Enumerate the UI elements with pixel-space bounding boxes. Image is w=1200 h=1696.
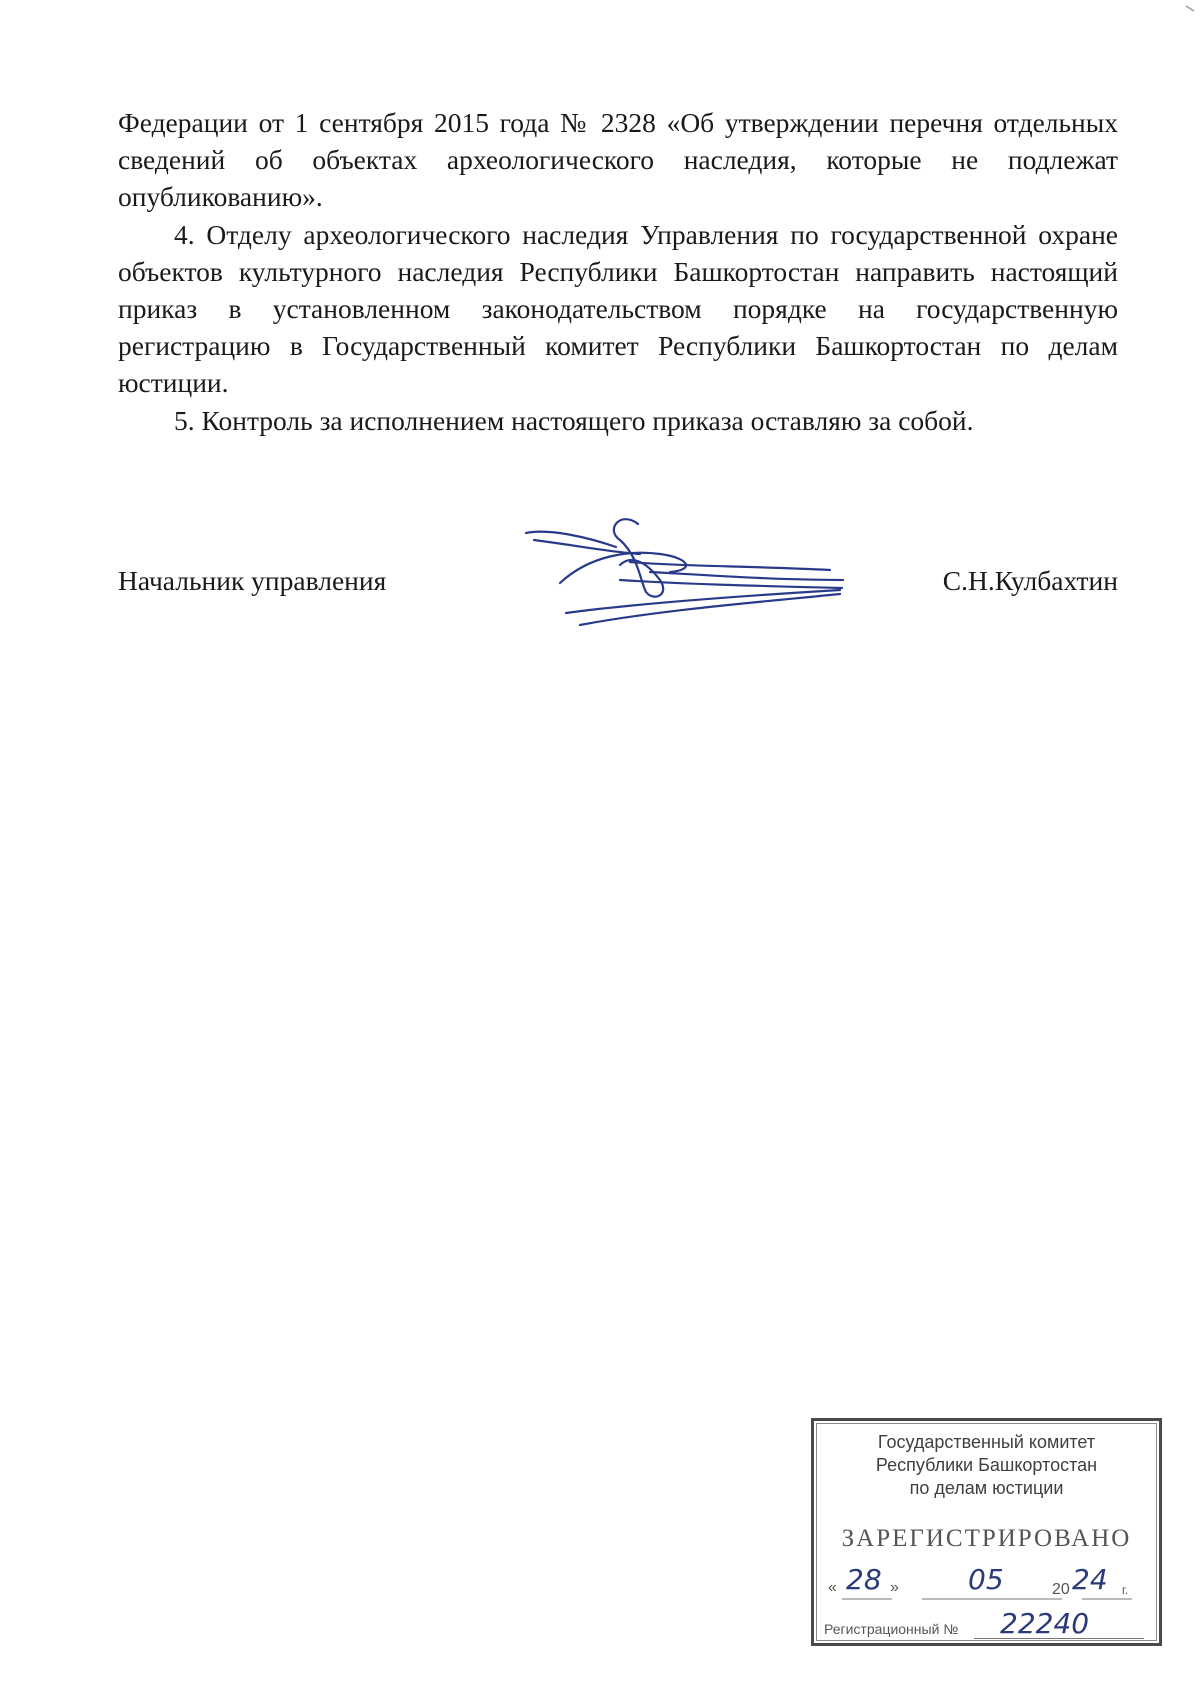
stamp-status: ЗАРЕГИСТРИРОВАНО — [841, 1525, 1132, 1552]
date-open-quote: « — [828, 1579, 837, 1596]
stamp-org-line-1: Государственный комитет — [877, 1432, 1096, 1452]
stamp-organization — [814, 1431, 1159, 1500]
stamp-org-line-3: по делам юстиции — [909, 1478, 1064, 1498]
handwritten-signature — [520, 510, 920, 635]
document-body — [118, 104, 1118, 439]
reg-label: Регистрационный № — [824, 1621, 959, 1637]
signer-position: Начальник управления — [118, 565, 387, 596]
paragraph-continuation: Федерации от 1 сентября 2015 года № 2328 «Об утверждении перечня отдельных сведений об объектах археологического наследия, которые не подлежат опубликованию». — [118, 107, 1118, 212]
date-month: 05 — [968, 1563, 1004, 1596]
date-year-prefix: 20 — [1052, 1581, 1070, 1598]
paragraph-4: 4. Отделу археологического наследия Управления по государственной охране объектов культурного наследия Республики Башкортостан направить настоящий приказ в установленном законодательством порядке на государственную регистрацию в Государственный комитет Республики Башкортостан по делам юстиции. — [118, 219, 1118, 398]
date-close-quote: » — [890, 1579, 899, 1596]
paragraph-5: 5. Контроль за исполнением настоящего приказа оставляю за собой. — [174, 405, 974, 436]
signer-name: С.Н.Кулбахтин — [942, 565, 1118, 596]
stamp-org-line-2: Республики Башкортостан — [875, 1455, 1098, 1475]
stamp-registration — [824, 1607, 1154, 1641]
scan-artifact-mark — [1184, 0, 1196, 8]
reg-number: 22240 — [1000, 1607, 1090, 1640]
registration-stamp — [811, 1418, 1162, 1646]
date-year-suffix: 24 — [1072, 1563, 1108, 1596]
date-day: 28 — [846, 1563, 882, 1596]
reg-underline — [974, 1637, 1144, 1640]
date-underline — [842, 1597, 1132, 1601]
date-year-unit: г. — [1122, 1583, 1129, 1597]
stamp-date — [828, 1563, 1148, 1601]
